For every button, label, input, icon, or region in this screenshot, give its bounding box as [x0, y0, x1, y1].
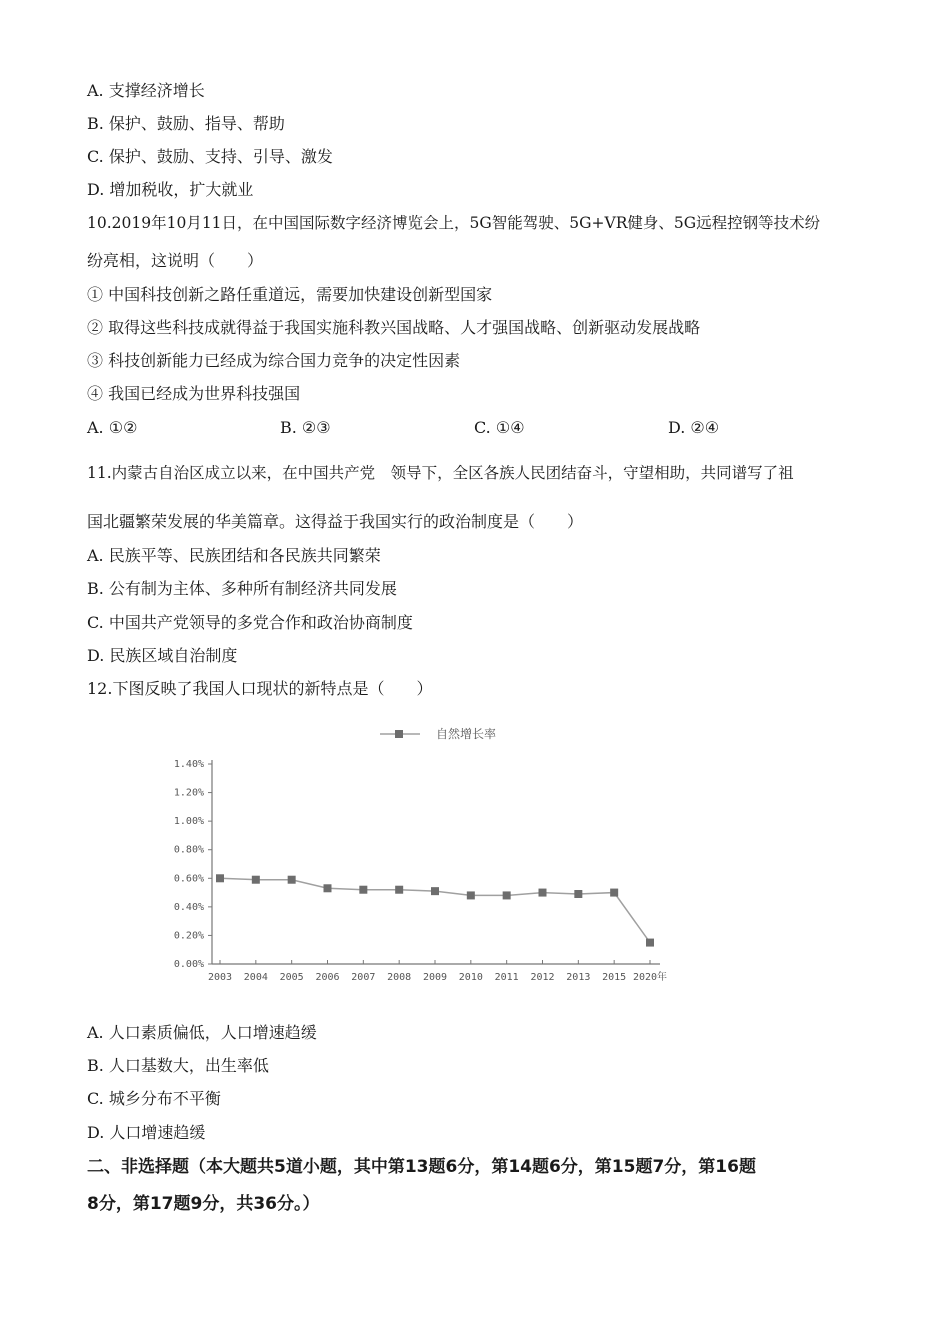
q10-statement-4: ④ 我国已经成为世界科技强国	[87, 384, 301, 403]
x-tick-label: 2006	[315, 972, 340, 983]
x-tick-label: 2004	[243, 972, 268, 983]
data-point	[646, 939, 654, 947]
x-tick-label: 2010	[458, 972, 483, 983]
data-point	[610, 889, 618, 897]
q9-option-a: A. 支撑经济增长	[87, 81, 205, 100]
q12-option-b: B. 人口基数大，出生率低	[87, 1056, 269, 1075]
y-tick-label: 0.60%	[173, 873, 204, 885]
q9-option-d: D. 增加税收，扩大就业	[87, 180, 254, 199]
x-tick-label: 2007	[351, 972, 376, 983]
y-axis-ticks	[174, 759, 212, 970]
q9-option-c: C. 保护、鼓励、支持、引导、激发	[87, 147, 333, 166]
data-point	[467, 891, 475, 899]
q11-option-d: D. 民族区域自治制度	[87, 646, 238, 665]
legend-marker	[395, 730, 403, 738]
q10-stem-line1: 10.2019年10月11日，在中国国际数字经济博览会上，5G智能驾驶、5G+VR健身、5G远程控钢等技术纷	[87, 214, 821, 232]
data-point	[539, 889, 547, 897]
data-point	[431, 887, 439, 895]
q10-option-d: D. ②④	[668, 418, 720, 437]
chart-svg	[120, 712, 680, 992]
q11-stem-line1: 11.内蒙古自治区成立以来，在中国共产党 领导下，全区各族人民团结奋斗，守望相助，共同谱写了祖	[87, 464, 794, 482]
chart-legend	[380, 726, 496, 741]
x-tick-label: 2011	[494, 972, 519, 983]
data-point	[324, 884, 332, 892]
chart-axes	[212, 760, 660, 964]
data-point	[503, 891, 511, 899]
q10-statement-3: ③ 科技创新能力已经成为综合国力竞争的决定性因素	[87, 351, 461, 370]
q10-stem-line2: 纷亮相，这说明（ ）	[87, 251, 264, 270]
y-tick-label: 1.40%	[173, 759, 204, 770]
data-point	[288, 876, 296, 884]
q11-option-b: B. 公有制为主体、多种所有制经济共同发展	[87, 579, 397, 598]
q12-option-a: A. 人口素质偏低，人口增速趋缓	[87, 1023, 317, 1042]
q11-option-a: A. 民族平等、民族团结和各民族共同繁荣	[87, 546, 381, 565]
chart-series	[216, 874, 654, 946]
y-tick-label: 0.40%	[173, 901, 204, 913]
q9-option-b: B. 保护、鼓励、指导、帮助	[87, 114, 285, 133]
q10-option-a: A. ①②	[87, 418, 138, 437]
x-tick-label: 2020年	[632, 972, 668, 983]
data-point	[395, 886, 403, 894]
x-tick-label: 2009	[422, 972, 448, 983]
q12-option-d: D. 人口增速趋缓	[87, 1123, 206, 1142]
q12-option-c: C. 城乡分布不平衡	[87, 1089, 221, 1108]
y-tick-label: 0.00%	[173, 959, 204, 970]
x-tick-label: 2012	[530, 972, 555, 983]
y-tick-label: 0.80%	[173, 844, 204, 856]
q11-option-c: C. 中国共产党领导的多党合作和政治协商制度	[87, 613, 413, 632]
q12-stem: 12.下图反映了我国人口现状的新特点是（ ）	[87, 679, 433, 698]
q10-option-c: C. ①④	[474, 418, 525, 437]
x-tick-label: 2015	[602, 972, 627, 983]
legend-label: 自然增长率	[436, 727, 497, 741]
y-tick-label: 1.00%	[173, 816, 204, 828]
data-point	[216, 874, 224, 882]
data-point	[252, 876, 260, 884]
q10-option-b: B. ②③	[280, 418, 331, 437]
x-tick-label: 2008	[387, 972, 412, 983]
x-tick-label: 2005	[279, 972, 304, 983]
x-tick-label: 2013	[566, 972, 591, 983]
section2-heading-line2: 8分，第17题9分，共36分。）	[87, 1194, 320, 1214]
y-tick-label: 0.20%	[173, 930, 204, 942]
data-point	[359, 886, 367, 894]
population-growth-chart	[120, 712, 680, 992]
q10-statement-1: ① 中国科技创新之路任重道远，需要加快建设创新型国家	[87, 285, 493, 304]
section2-heading-line1: 二、非选择题（本大题共5道小题，其中第13题6分，第14题6分，第15题7分，第16题	[87, 1157, 756, 1177]
q10-statement-2: ② 取得这些科技成就得益于我国实施科教兴国战略、人才强国战略、创新驱动发展战略	[87, 318, 701, 337]
q11-stem-line2: 国北疆繁荣发展的华美篇章。这得益于我国实行的政治制度是（ ）	[87, 512, 584, 531]
x-tick-label: 2003	[207, 972, 233, 983]
y-tick-label: 1.20%	[173, 787, 204, 799]
data-point	[574, 890, 582, 898]
